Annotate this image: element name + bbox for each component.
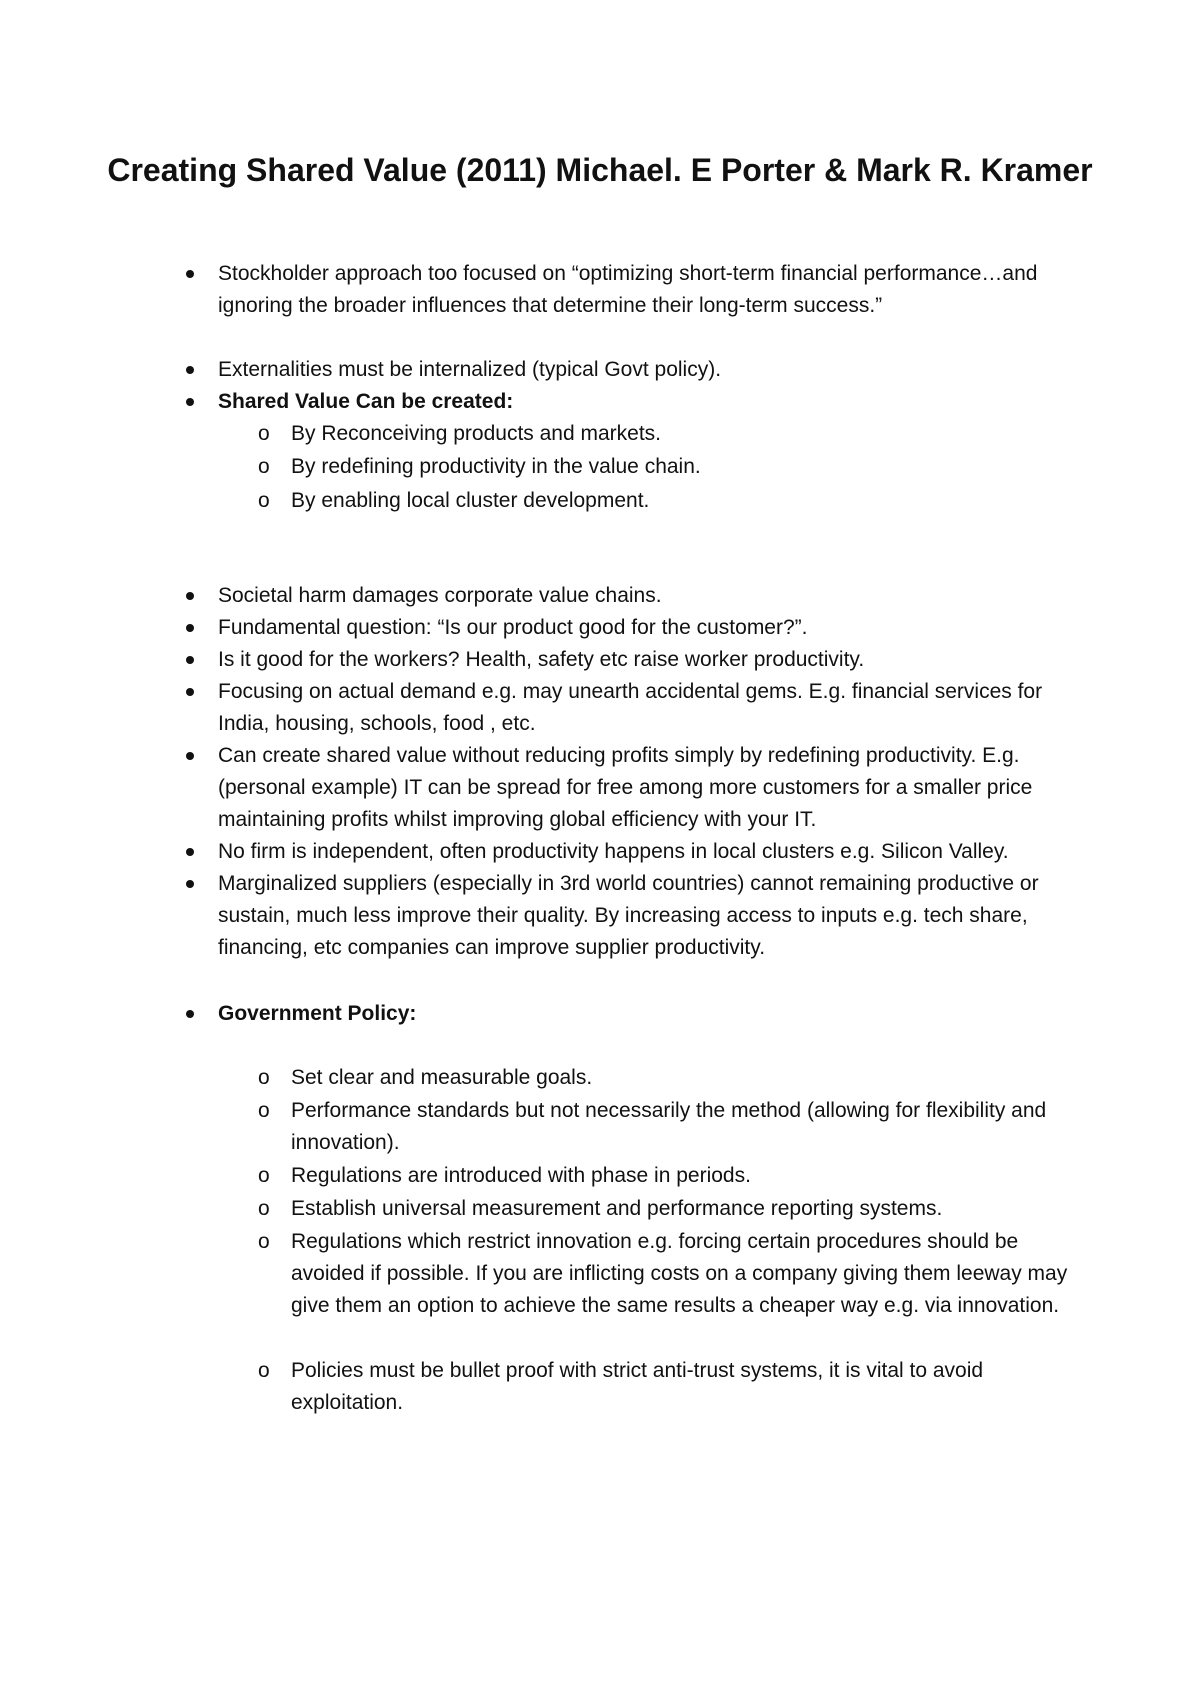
bullet-icon xyxy=(186,848,194,856)
list-item-text: Shared Value Can be created: xyxy=(218,390,514,413)
sub-list-item-text: Regulations which restrict innovation e.g. forcing certain procedures should be avoided if possible. If you are inflicting costs on a company giving them leeway may give them an option to achieve the same results a cheaper way e.g. via innovation. xyxy=(291,1230,1068,1317)
list-item-heading xyxy=(218,998,1068,1030)
sub-list-item xyxy=(258,1355,1071,1419)
sub-list-item xyxy=(258,485,1071,517)
circle-bullet-icon: o xyxy=(258,1359,270,1382)
bullet-icon xyxy=(186,752,194,760)
list-item xyxy=(218,836,1068,868)
sub-list-item-text: Regulations are introduced with phase in periods. xyxy=(291,1164,751,1187)
circle-bullet-icon: o xyxy=(258,489,270,512)
sub-list-item xyxy=(258,1062,1071,1094)
list-item xyxy=(218,676,1068,740)
bullet-icon xyxy=(186,656,194,664)
list-item-text: Is it good for the workers? Health, safety etc raise worker productivity. xyxy=(218,648,865,671)
list-item xyxy=(218,868,1068,964)
circle-bullet-icon: o xyxy=(258,455,270,478)
list-item-text: Can create shared value without reducing profits simply by redefining productivity. E.g. (personal example) IT can be spread for free among more customers for a smaller price maintaining profits whilst improving global efficiency with your IT. xyxy=(218,744,1033,831)
sub-list-item xyxy=(258,418,1071,450)
bullet-icon xyxy=(186,592,194,600)
section-heading: Government Policy: xyxy=(218,1002,417,1025)
page-title: Creating Shared Value (2011) Michael. E Porter & Mark R. Kramer xyxy=(107,152,1093,188)
list-item-text: Societal harm damages corporate value chains. xyxy=(218,584,662,607)
list-item-text: No firm is independent, often productivity happens in local clusters e.g. Silicon Valley. xyxy=(218,840,1009,863)
circle-bullet-icon: o xyxy=(258,1197,270,1220)
list-item-text: Focusing on actual demand e.g. may unearth accidental gems. E.g. financial services for India, housing, schools, food , etc. xyxy=(218,680,1043,735)
sub-list-item-text: By Reconceiving products and markets. xyxy=(291,422,662,445)
sub-list-item-text: Set clear and measurable goals. xyxy=(291,1066,593,1089)
bullet-icon xyxy=(186,398,194,406)
sub-list-item xyxy=(258,1095,1071,1159)
bullet-icon xyxy=(186,624,194,632)
sub-list-item-text: By enabling local cluster development. xyxy=(291,489,650,512)
circle-bullet-icon: o xyxy=(258,1164,270,1187)
list-item xyxy=(218,612,1068,644)
list-item-text: Marginalized suppliers (especially in 3rd world countries) cannot remaining productive or sustain, much less improve their quality. By increasing access to inputs e.g. tech share, financing, etc companies can improve supplier productivity. xyxy=(218,872,1039,959)
sub-list-item-text: Performance standards but not necessarily the method (allowing for flexibility and innovation). xyxy=(291,1099,1047,1154)
list-item-text: Fundamental question: “Is our product good for the customer?”. xyxy=(218,616,808,639)
circle-bullet-icon: o xyxy=(258,1230,270,1253)
sub-list-item xyxy=(258,1160,1071,1192)
list-item-text: Stockholder approach too focused on “optimizing short-term financial performance…and ignoring the broader influences that determine their long-term success.” xyxy=(218,262,1038,317)
list-item xyxy=(218,644,1068,676)
sub-list-item-text: Policies must be bullet proof with strict anti-trust systems, it is vital to avoid exploitation. xyxy=(291,1359,984,1414)
sub-list-item-text: Establish universal measurement and performance reporting systems. xyxy=(291,1197,943,1220)
circle-bullet-icon: o xyxy=(258,422,270,445)
bullet-icon xyxy=(186,366,194,374)
sub-list-item xyxy=(258,1226,1071,1322)
circle-bullet-icon: o xyxy=(258,1099,270,1122)
bullet-icon xyxy=(186,880,194,888)
circle-bullet-icon: o xyxy=(258,1066,270,1089)
list-item xyxy=(218,354,1068,386)
list-item xyxy=(218,580,1068,612)
list-item-text: Externalities must be internalized (typical Govt policy). xyxy=(218,358,722,381)
sub-list-item xyxy=(258,1193,1071,1225)
sub-list-item xyxy=(258,451,1071,483)
bullet-icon xyxy=(186,270,194,278)
list-item xyxy=(218,740,1068,836)
sub-list-item-text: By redefining productivity in the value chain. xyxy=(291,455,701,478)
list-item xyxy=(218,258,1068,322)
bullet-icon xyxy=(186,1010,194,1018)
bullet-icon xyxy=(186,688,194,696)
list-item xyxy=(218,386,1068,418)
